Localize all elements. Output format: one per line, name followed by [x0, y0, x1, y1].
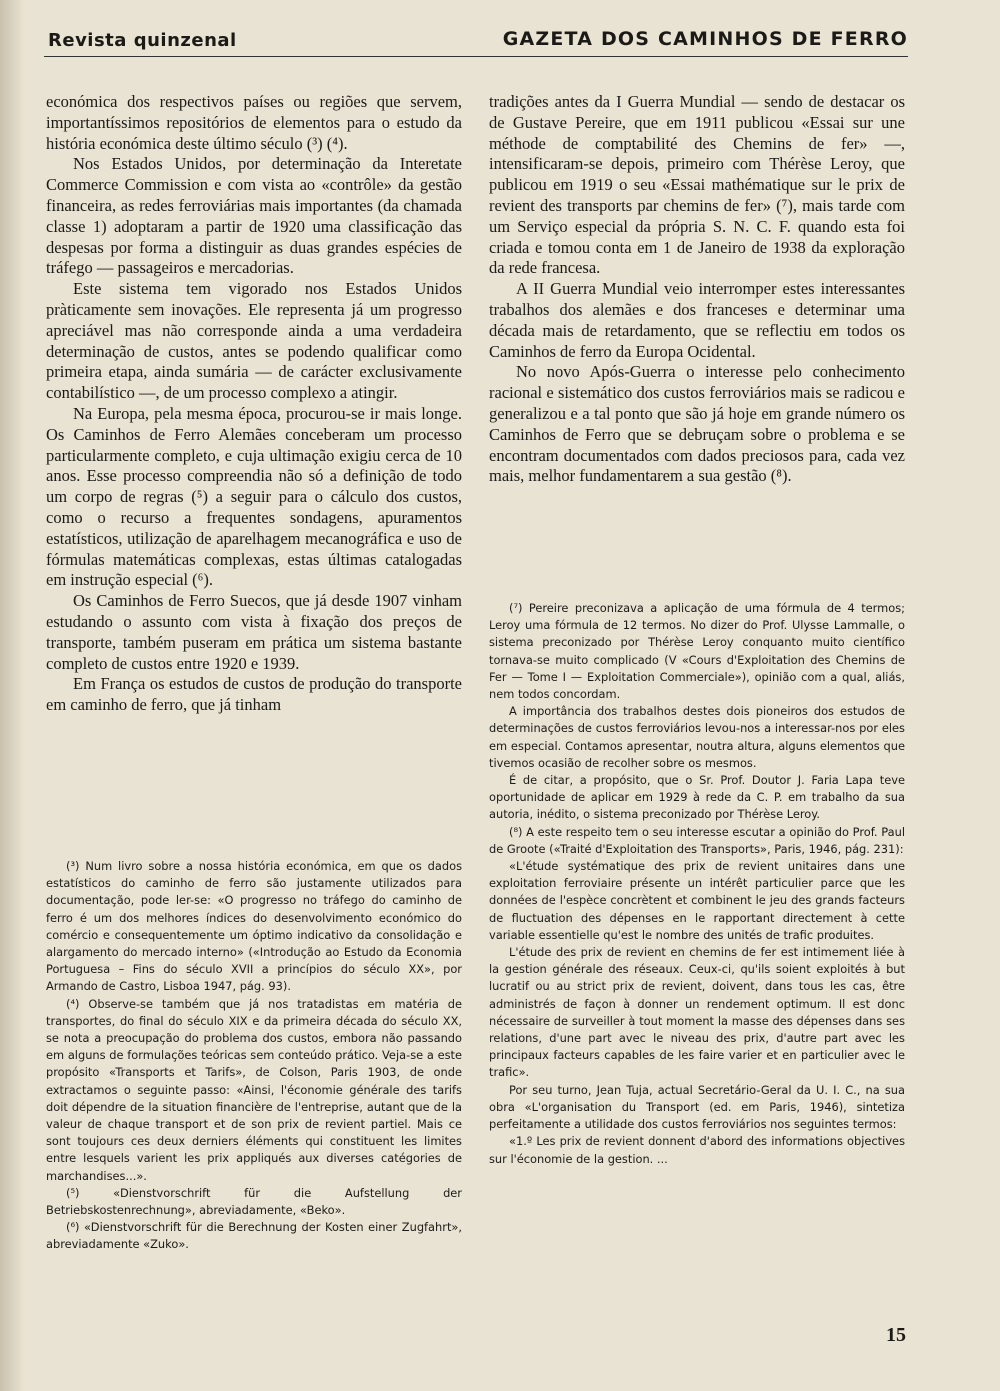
left-footnotes — [46, 858, 462, 1254]
footnote: É de citar, a propósito, que o Sr. Prof. Doutor J. Faria Lapa teve oportunidade de aplicar em 1929 à rede da C. P. em trabalho da sua autoria, inédito, o sistema preconizado por Thérèse Leroy. — [489, 773, 905, 822]
running-header — [48, 26, 908, 58]
body-paragraph: económica dos respectivos países ou regiões que servem, importantíssimos repositórios de elementos para o estudo da história económica deste último século (³) (⁴). — [46, 92, 462, 153]
footnote: A importância dos trabalhos destes dois pioneiros dos estudos de determinações de custos ferroviários levou-nos a interessar-nos por eles em especial. Contamos apresentar, noutra altura, alguns elementos que tivemos ocasião de recolher sobre os mesmos. — [489, 704, 905, 770]
binding-shadow — [0, 0, 24, 1391]
footnote: (³) Num livro sobre a nossa história económica, em que os dados estatísticos do caminho de ferro são justamente utilizados para documentação, pode ler-se: «O progresso no tráfego do caminho de ferro é um dos melhores índices do desenvolvimento económico do comércio e consequentemente um óptimo indicativo da consolidação e alargamento do mercado interno» («Introdução ao Estudo da Economia Portuguesa – Fins do século XVII a princípios do século XX», por Armando de Castro, Lisboa 1947, pág. 93). — [46, 859, 462, 994]
left-column — [46, 92, 462, 716]
footnote: (⁶) «Dienstvorschrift für die Berechnung der Kosten einer Zugfahrt», abreviadamente «Zuko». — [46, 1220, 462, 1252]
header-publication-title: GAZETA DOS CAMINHOS DE FERRO — [502, 28, 908, 50]
footnote: (⁸) A este respeito tem o seu interesse escutar a opinião do Prof. Paul de Groote («Traité d'Exploitation des Transports», Paris, 1946, pág. 231): — [489, 824, 905, 856]
header-rule — [44, 56, 908, 57]
body-paragraph: tradições antes da I Guerra Mundial — sendo de destacar os de Gustave Pereire, que em 1911 publicou «Essai sur une méthode de comptabilité des Chemins de fer» —, intensificaram-se depois, primeiro com Thérèse Leroy, que publicou em 1919 o seu «Essai mathématique sur le prix de revient des transports par chemins de fer» (⁷), mais tarde com um Serviço especial da própria S. N. C. F. quando esta foi criada e tomou conta em 1 de Janeiro de 1938 da exploração da rede francesa. — [489, 92, 905, 278]
body-paragraph: Na Europa, pela mesma época, procurou-se ir mais longe. Os Caminhos de Ferro Alemães conceberam um processo particularmente completo, e cuja ultimação exigiu cerca de 10 anos. Esse processo compreendia não só a definição de todo um corpo de regras (⁵) a seguir para o cálculo dos custos, como o recurso a frequentes sondagens, apuramentos estatísticos, utilização de aparelhagem mecanográfica e uso de fórmulas matemáticas complexas, estas últimas catalogadas em instrução especial (⁶). — [46, 403, 462, 590]
footnote: L'étude des prix de revient en chemins de fer est intimement liée à la gestion générale des réseaux. Ceux-ci, qu'ils soient exploités à but lucratif ou au strict prix de revient, doivent, dans tous les cas, être administrés de façon à donner un rendement optimum. Il est donc nécessaire de surveiller à tout moment la masse des dépenses dans ses relations, d'une part avec le niveau des prix, d'autre part avec les principaux facteurs capables de les faire varier et en particulier avec le trafic». — [489, 945, 905, 1080]
footnote: Por seu turno, Jean Tuja, actual Secretário-Geral da U. I. C., na sua obra «L'organisation du Transport (ed. em Paris, 1946), sintetiza perfeitamente a utilidade dos custos ferroviários nos seguintes termos: — [489, 1082, 905, 1132]
body-paragraph: Este sistema tem vigorado nos Estados Unidos pràticamente sem inovações. Ele representa já um progresso apreciável mas não corresponde ainda a uma verdadeira determinação de custos, antes se podendo qualificar como primeira etapa, ainda sumária — de carácter exclusivamente contabilístico —, de um processo complexo a atingir. — [46, 279, 462, 403]
body-paragraph: Nos Estados Unidos, por determinação da Interetate Commerce Commission e com vista ao «contrôle» da gestão financeira, as redes ferroviárias mais importantes (da chamada classe 1) adoptaram a partir de 1920 uma classificação das despesas por forma a distinguir as duas grandes espécies de tráfego — passageiros e mercadorias. — [46, 154, 462, 278]
body-paragraph: Os Caminhos de Ferro Suecos, que já desde 1907 vinham estudando o assunto com vista à fixação dos preços de transporte, também puseram em prática um sistema bastante completo de custos entre 1920 e 1939. — [46, 591, 462, 673]
right-footnotes — [489, 600, 905, 1168]
page-number: 15 — [886, 1324, 906, 1346]
footnote: «1.º Les prix de revient donnent d'abord des informations objectives sur l'économie de la gestion. ... — [489, 1134, 905, 1166]
body-paragraph: No novo Após-Guerra o interesse pelo conhecimento racional e sistemático dos custos ferroviários mais se radicou e generalizou e a tal ponto que são já hoje em grande número os Caminhos de Ferro que se debruçam sobre o problema e se encontram documentados com dados preciosos para, cada vez mais, melhor fundamentarem a sua gestão (⁸). — [489, 362, 905, 486]
body-paragraph: A II Guerra Mundial veio interromper estes interessantes trabalhos dos alemães e dos franceses e determinar uma década mais de retardamento, que se reflectiu em todos os Caminhos de ferro da Europa Ocidental. — [489, 279, 905, 361]
footnote: (⁵) «Dienstvorschrift für die Aufstellung der Betriebskostenrechnung», abreviadamente, «Beko». — [46, 1185, 462, 1218]
footnote: (⁴) Observe-se também que já nos tratadistas em matéria de transportes, do final do século XIX e da primeira década do século XX, se nota a preocupação do problema dos custos, embora não passando em alguns de formulações teóricas sem conteúdo prático. Veja-se a este propósito «Transports et Tarifs», de Colson, Paris 1903, de onde extractamos o seguinte passo: «Ainsi, l'économie générale des tarifs doit dépendre de la situation financière de l'entreprise, autant que de la valeur de chaque transport et de son prix de revient partiel. Mais ce sont toujours ces deux derniers éléments qui constituent les limites entre lesquels varient les prix appliqués aux diverses catégories de marchandises...». — [46, 996, 462, 1183]
footnote: (⁷) Pereire preconizava a aplicação de uma fórmula de 4 termos; Leroy uma fórmula de 12 termos. No dizer do Prof. Ulysse Lammalle, o sistema preconizado por Thérèse Leroy conquanto muito científico tornava-se muito complicado (V «Cours d'Exploitation des Chemins de Fer — Tome I — Exploitation Commerciale»), opinião com a qual, aliás, nem todos concordam. — [489, 601, 905, 702]
footnote: «L'étude systématique des prix de revient unitaires dans une exploitation ferroviaire présente un intérêt particulier parce que les données de l'espèce concrètent et combinent le jeu des grands facteurs de fluctuation des dépenses en le rapportant directement à cette variable essentielle qu'est le nombre des unités de trafic produites. — [489, 859, 905, 942]
header-periodicity: Revista quinzenal — [48, 30, 237, 51]
body-paragraph: Em França os estudos de custos de produção do transporte em caminho de ferro, que já tinham — [46, 674, 462, 715]
right-column — [489, 92, 905, 487]
